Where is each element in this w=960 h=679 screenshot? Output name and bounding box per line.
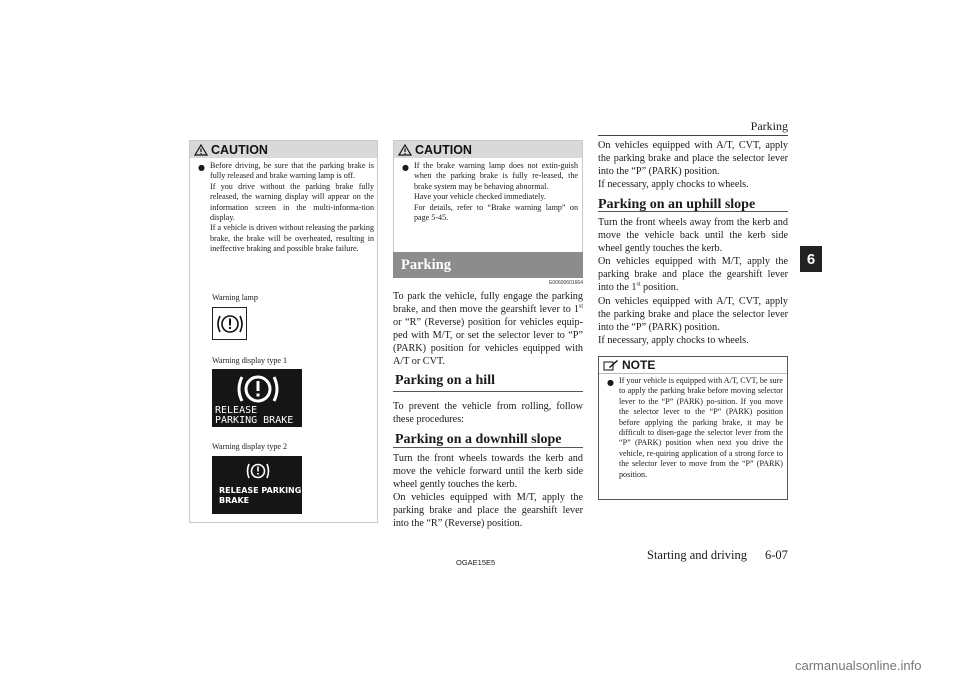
uphill-text: Turn the front wheels away from the kerb and move the vehicle back until the kerb side wheel gently touches the kerb. (598, 217, 788, 255)
uphill-text: On vehicles equipped with M/T, apply the parking brake and place the gearshift lever into the 1st position. (598, 256, 788, 294)
caution-text: If a vehicle is driven without releasing the parking brake, the brake will be overheated, resulting in ineffective braking and possible brake failure. (210, 223, 374, 254)
brake-warning-icon (215, 312, 245, 336)
warning-triangle-icon (398, 144, 412, 156)
parking-intro-text: To park the vehicle, fully engage the parking brake, and then move the gearshift lever to 1st or “R” (Reverse) position for vehicles equip-ped with M/T, or set the selector lever to “P” (PARK) position for vehicles equipped with A/T or CVT. (393, 291, 583, 368)
display2-line1: RELEASE PARKING (219, 486, 302, 495)
heading-downhill: Parking on a downhill slope (395, 432, 562, 447)
downhill-text: On vehicles equipped with M/T, apply the parking brake and place the gearshift lever into the “R” (Reverse) position. (393, 492, 583, 530)
heading-rule (393, 391, 583, 392)
caution-text: Before driving, be sure that the parking brake is fully released and brake warning lamp is off. (210, 161, 374, 181)
caution-text: For details, refer to “Brake warning lamp” on page 5-45. (414, 202, 578, 223)
caution-heading: CAUTION (415, 142, 472, 157)
heading-rule (598, 211, 788, 212)
bullet-icon: ● (607, 378, 614, 387)
brake-warning-icon (229, 372, 287, 406)
right-col-text: On vehicles equipped with A/T, CVT, apply the parking brake and place the selector lever into the “P” (PARK) position. (598, 140, 788, 178)
caution-text: Have your vehicle checked immediately. (414, 192, 546, 202)
display1-line1: RELEASE (215, 405, 258, 416)
note-text: If your vehicle is equipped with A/T, CVT, be sure to apply the parking brake before moving selector lever to the “P” (PARK) po-sition. If you move the selector lever to the “P” (PARK) position before applying the parking brake, it may be difficult to disen-gage the selector lever from the “P” (PARK) position when next you drive the vehicle, re-quiring application of a strong force to the selector lever to move from the “P” (PARK) position. (619, 376, 784, 479)
caution-header (394, 141, 582, 158)
footer-page-number: 6-07 (765, 548, 788, 562)
heading-parking-on-hill: Parking on a hill (395, 373, 495, 388)
note-heading: NOTE (622, 358, 656, 372)
header-rule (598, 135, 788, 136)
running-header-title: Parking (750, 119, 788, 133)
caution-box-parking-brake (189, 140, 378, 523)
uphill-text: If necessary, apply chocks to wheels. (598, 334, 749, 346)
display1-line2: PARKING BRAKE (215, 415, 294, 426)
bullet-icon: ● (198, 163, 205, 172)
hill-text: To prevent the vehicle from rolling, follow these procedures: (393, 401, 583, 426)
caution-text: If you drive without the parking brake fully released, the warning display will appear on the information screen in the multi-informa-tion display. (210, 181, 374, 223)
caution-heading: CAUTION (211, 142, 268, 157)
heading-uphill: Parking on an uphill slope (598, 197, 756, 212)
footer-code: OGAE15E5 (456, 558, 496, 567)
brake-warning-icon (245, 461, 271, 481)
caution-header (190, 141, 377, 158)
section-code: E00600601664 (549, 280, 583, 286)
note-header (599, 357, 787, 374)
warning-display-type-1 (212, 369, 302, 427)
note-box (598, 356, 788, 500)
warning-lamp-label: Warning lamp (212, 293, 258, 302)
chapter-tab: 6 (800, 246, 822, 272)
display1-label: Warning display type 1 (212, 356, 288, 365)
caution-text: If the brake warning lamp does not extin-guish when the parking brake is fully re-leased, the brake system may be behaving abnormal. (414, 161, 578, 191)
watermark: carmanualsonline.info (795, 658, 922, 673)
heading-rule (393, 447, 583, 448)
warning-lamp-symbol (212, 307, 247, 340)
section-title-parking: Parking (393, 252, 583, 278)
bullet-icon: ● (402, 163, 409, 172)
display2-label: Warning display type 2 (212, 442, 288, 451)
note-pencil-icon (603, 359, 619, 371)
display2-line2: BRAKE (219, 496, 250, 505)
footer-section: Starting and driving (647, 548, 747, 562)
warning-display-type-2 (212, 456, 302, 514)
uphill-text: On vehicles equipped with A/T, CVT, apply the parking brake and place the selector lever into the “P” (PARK) position. (598, 295, 788, 333)
downhill-text: Turn the front wheels towards the kerb and move the vehicle forward until the kerb side wheel gently touches the kerb. (393, 453, 583, 491)
right-col-text: If necessary, apply chocks to wheels. (598, 179, 749, 191)
warning-triangle-icon (194, 144, 208, 156)
